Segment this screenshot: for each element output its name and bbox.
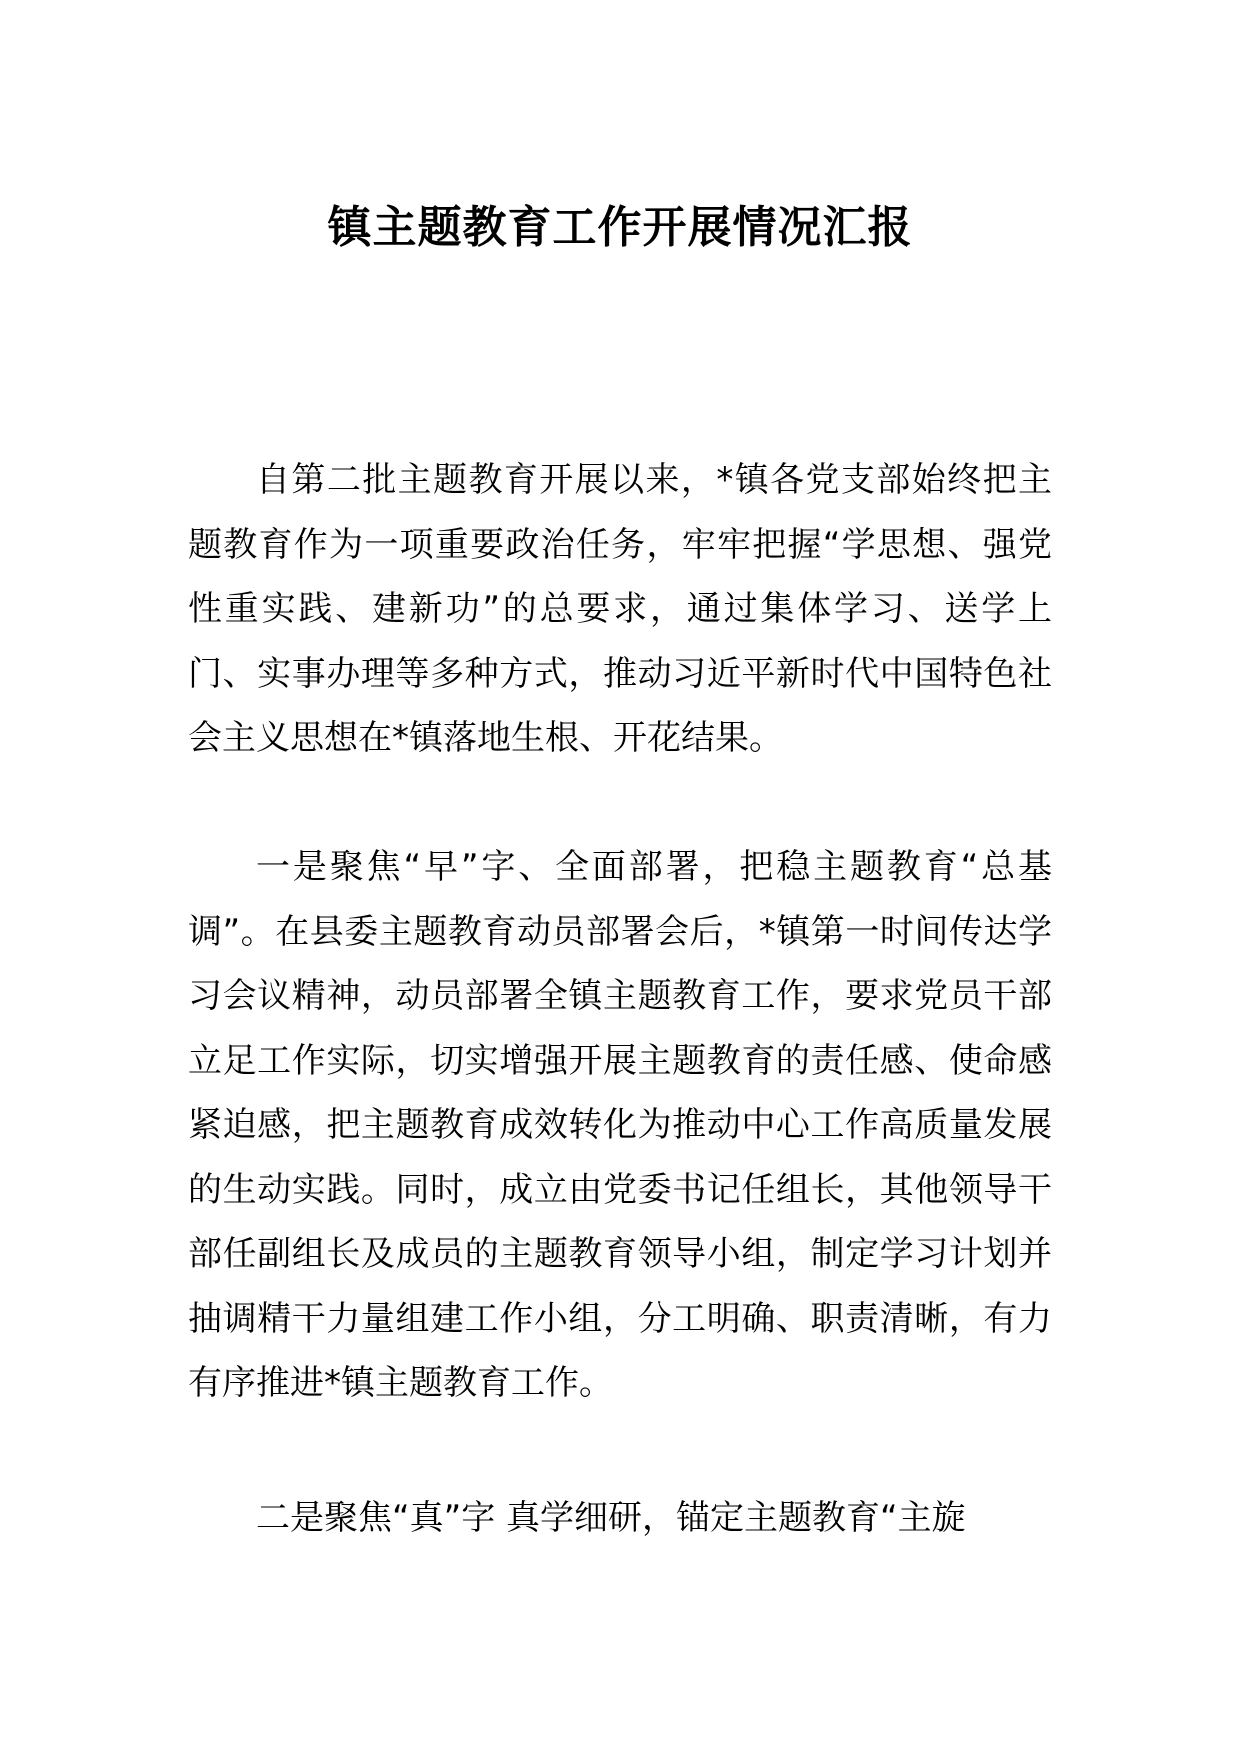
paragraph-point-two: 二是聚焦“真”字 真学细研，锚定主题教育“主旋 xyxy=(256,1498,966,1538)
paragraph-intro: 自第二批主题教育开展以来，*镇各党支部始终把主题教育作为一项重要政治任务，牢牢把握“学思想、强党性重实践、建新功”的总要求，通过集体学习、送学上门、实事办理等多种方式，推动习近平新时代中国特色社会主义思想在*镇落地生根、开花结果。 xyxy=(188,460,1052,758)
page-title: 镇主题教育工作开展情况汇报 xyxy=(327,202,913,253)
paragraph-point-one: 一是聚焦“早”字、全面部署，把稳主题教育“总基调”。在县委主题教育动员部署会后，*镇第一时间传达学习会议精神，动员部署全镇主题教育工作，要求党员干部立足工作实际，切实增强开展主题教育的责任感、使命感紧迫感，把主题教育成效转化为推动中心工作高质量发展的生动实践。同时，成立由党委书记任组长，其他领导干部任副组长及成员的主题教育领导小组，制定学习计划并抽调精干力量组建工作小组，分工明确、职责清晰，有力有序推进*镇主题教育工作。 xyxy=(188,847,1052,1403)
